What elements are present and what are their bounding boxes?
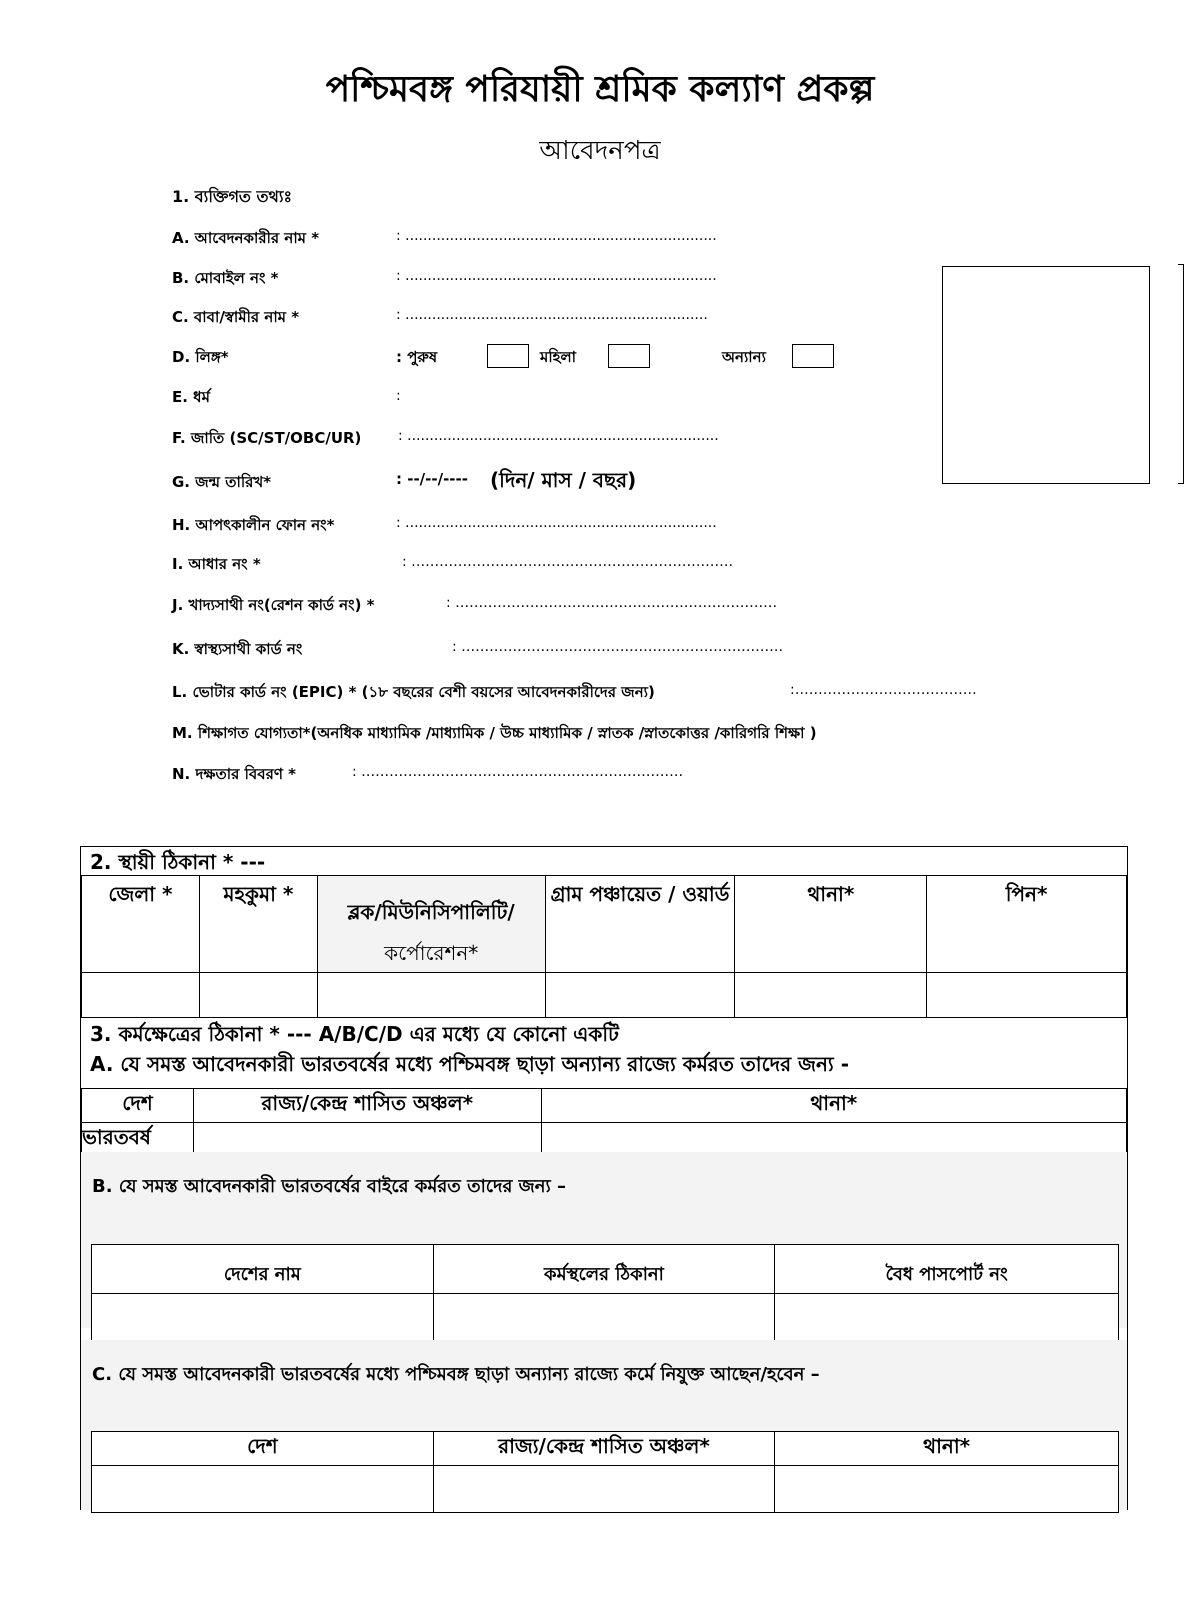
col-thana-c: থানা* bbox=[775, 1432, 1119, 1466]
page-title: পশ্চিমবঙ্গ পরিযায়ী শ্রমিক কল্যাণ প্রকল্প bbox=[325, 69, 875, 110]
aadhaar-label: I. আধার নং * bbox=[172, 555, 261, 573]
col-country-name: দেশের নাম bbox=[92, 1245, 434, 1294]
passport-input[interactable] bbox=[775, 1294, 1119, 1341]
col-passport: বৈধ পাসপোর্ট নং bbox=[775, 1245, 1119, 1294]
dob-label: G. জন্ম তারিখ* bbox=[172, 473, 272, 491]
section3b-heading: B. যে সমস্ত আবেদনকারী ভারতবর্ষের বাইরে কর্মরত তাদের জন্য – bbox=[92, 1176, 566, 1197]
education-label: M. শিক্ষাগত যোগ্যতা*(অনধিক মাধ্যামিক /মাধ্যামিক / উচ্চ মাধ্যামিক / স্নাতক /স্নাতকোত্তর /কারিগরি শিক্ষা ) bbox=[172, 724, 817, 742]
voter-card-label: L. ভোটার কার্ড নং (EPIC) * (১৮ বছরের বেশী বয়সের আবেদনকারীদের জন্য) bbox=[172, 683, 655, 701]
caste-field[interactable]: : ...................................................................... bbox=[398, 428, 719, 444]
thana-c-input[interactable] bbox=[775, 1466, 1119, 1513]
section3c-heading: C. যে সমস্ত আবেদনকারী ভারতবর্ষের মধ্যে পশ্চিমবঙ্গ ছাড়া অন্যান্য রাজ্যে কর্মে নিযুক্ত আছেন/হবেন – bbox=[92, 1364, 820, 1385]
photo-box[interactable] bbox=[942, 266, 1150, 484]
gender-other-checkbox[interactable] bbox=[792, 344, 834, 368]
col-country-c: দেশ bbox=[92, 1432, 434, 1466]
gender-male-label: : পুরুষ bbox=[396, 348, 438, 366]
pin-input[interactable] bbox=[927, 973, 1127, 1018]
ration-card-label: J. খাদ্যসাথী নং(রেশন কার্ড নং) * bbox=[172, 596, 375, 614]
father-husband-name-label: C. বাবা/স্বামীর নাম * bbox=[172, 308, 300, 326]
aadhaar-field[interactable]: : …………………………………………………………… bbox=[402, 554, 734, 570]
col-thana: থানা* bbox=[541, 1089, 1126, 1123]
gender-label: D. লিঙ্গ* bbox=[172, 348, 229, 366]
dob-format-hint: (দিন/ মাস / বছর) bbox=[490, 468, 637, 492]
subdivision-input[interactable] bbox=[199, 973, 317, 1018]
gram-panchayat-input[interactable] bbox=[545, 973, 735, 1018]
col-police-station: থানা* bbox=[735, 876, 927, 973]
col-gram-panchayat: গ্রাম পঞ্চায়েত / ওয়ার্ড bbox=[545, 876, 735, 973]
religion-label: E. ধর্ম bbox=[172, 388, 210, 406]
col-country: দেশ bbox=[82, 1089, 194, 1123]
gender-other-label: অন্যান্য bbox=[722, 348, 766, 366]
section2-heading: 2. স্থায়ী ঠিকানা * --- bbox=[90, 850, 266, 874]
dob-field[interactable]: : --/--/---- bbox=[396, 470, 468, 488]
col-block bbox=[317, 876, 545, 973]
religion-field[interactable]: : bbox=[396, 388, 401, 404]
district-input[interactable] bbox=[82, 973, 200, 1018]
mobile-label: B. মোবাইল নং * bbox=[172, 269, 279, 287]
applicant-name-field[interactable]: : ...................................................................... bbox=[396, 228, 717, 244]
col-pin: পিন* bbox=[927, 876, 1127, 973]
swasthya-sathi-field[interactable]: : …………………………………………………………… bbox=[452, 639, 784, 655]
father-husband-name-field[interactable]: : .................................................................... bbox=[396, 307, 708, 323]
skill-label: N. দক্ষতার বিবরণ * bbox=[172, 765, 296, 783]
gender-female-checkbox[interactable] bbox=[608, 344, 650, 368]
applicant-name-label: A. আবেদনকারীর নাম * bbox=[172, 229, 320, 247]
caste-label: F. জাতি (SC/ST/OBC/UR) bbox=[172, 429, 362, 447]
state-c-input[interactable] bbox=[433, 1466, 775, 1513]
country-c-input[interactable] bbox=[92, 1466, 434, 1513]
gender-male-checkbox[interactable] bbox=[487, 344, 529, 368]
section1-heading: 1. ব্যক্তিগত তথ্যঃ bbox=[172, 187, 293, 206]
col-block-line2: কর্পোরেশন* bbox=[384, 941, 479, 965]
section3a-heading: A. যে সমস্ত আবেদনকারী ভারতবর্ষের মধ্যে পশ্চিমবঙ্গ ছাড়া অন্যান্য রাজ্যে কর্মরত তাদের জন্য - bbox=[90, 1052, 849, 1076]
emergency-phone-label: H. আপৎকালীন ফোন নং* bbox=[172, 516, 335, 534]
police-station-input[interactable] bbox=[735, 973, 927, 1018]
workplace-other-state-table bbox=[91, 1431, 1119, 1513]
block-input[interactable] bbox=[317, 973, 545, 1018]
workplace-abroad-table bbox=[91, 1244, 1119, 1341]
photo-bracket bbox=[1178, 264, 1184, 484]
country-india-cell: ভারতবর্ষ bbox=[82, 1123, 194, 1157]
emergency-phone-field[interactable]: : ...................................................................... bbox=[396, 515, 717, 531]
permanent-address-table bbox=[81, 875, 1127, 1018]
swasthya-sathi-label: K. স্বাস্থ্যসাথী কার্ড নং bbox=[172, 640, 303, 658]
col-workplace-address: কর্মস্থলের ঠিকানা bbox=[433, 1245, 775, 1294]
col-state-c: রাজ্য/কেন্দ্র শাসিত অঞ্চল* bbox=[433, 1432, 775, 1466]
country-name-input[interactable] bbox=[92, 1294, 434, 1341]
page-subtitle: আবেদনপত্র bbox=[539, 136, 661, 166]
col-block-line1: ব্লক/মিউনিসিপালিটি/ bbox=[347, 900, 515, 924]
col-district: জেলা * bbox=[82, 876, 200, 973]
col-subdivision: মহকুমা * bbox=[199, 876, 317, 973]
section3-heading: 3. কর্মক্ষেত্রের ঠিকানা * --- A/B/C/D এর মধ্যে যে কোনো একটি bbox=[90, 1022, 619, 1046]
col-state: রাজ্য/কেন্দ্র শাসিত অঞ্চল* bbox=[193, 1089, 541, 1123]
mobile-field[interactable]: : ...................................................................... bbox=[396, 268, 717, 284]
workplace-india-table bbox=[81, 1088, 1127, 1157]
gender-female-label: মহিলা bbox=[540, 348, 577, 366]
ration-card-field[interactable]: : …………………………………………………………… bbox=[446, 595, 778, 611]
skill-field[interactable]: : …………………………………………………………… bbox=[352, 764, 684, 780]
voter-card-field[interactable]: :………………………………… bbox=[790, 682, 977, 698]
workplace-address-input[interactable] bbox=[433, 1294, 775, 1341]
